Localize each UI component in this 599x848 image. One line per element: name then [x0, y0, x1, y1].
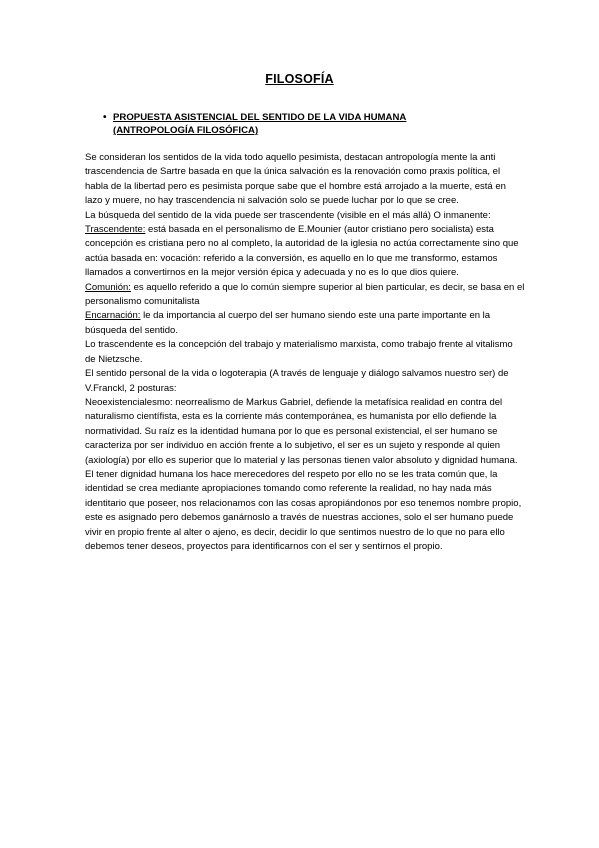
paragraph-logoterapia: El sentido personal de la vida o logoterapia (A través de lenguaje y diálogo salvamos nuestro ser) de V.Franckl, 2 posturas:: [85, 368, 509, 394]
body-text: [85, 151, 525, 554]
term-encarnacion: Encarnación:: [85, 310, 141, 322]
paragraph-trascendente: [85, 223, 525, 281]
trascendente-text: está basada en el personalismo de E.Mounier (autor cristiano pero socialista) esta concepción es cristiana pero no al completo, la autoridad de la iglesia no actúa correctamente sino que actúa basada en: vocación: referido a la conversión, es aquello en lo que me transformo, estamos llamados a convertirnos en la mejor versión épica y adecuada y no es lo que dios quiere.: [85, 224, 519, 279]
paragraph-neoexistencialismo: Neoexistencialesmo: neorrealismo de Markus Gabriel, defiende la metafísica realidad en contra del naturalismo científista, esta es la corriente más contemporánea, es humanista por ello defiende la normatividad. Su raíz es la identidad humana por lo que es personal existencial, el ser humano se caracteriza por ser individuo en acción frente a lo subjetivo, el ser es un sujeto y responde al quien (axiología) por ello es superior que lo material y las personas tienen valor absoluto y dignidad humana. El tener dignidad humana los hace merecedores del respeto por ello no se les trata común que, la identidad se crea mediante apropiaciones tomando como referente la realidad, no hay nada más identitario que poseer, nos relacionamos con las cosas apropiándonos por eso tenemos nombre propio, este es asignado pero debemos ganárnoslo a través de nuestras acciones, solo el ser humano puede vivir en propio frente al alter o ajeno, es decir, decidir lo que sentimos nuestro de lo que no para ello debemos tener deseos, proyectos para identificarnos con el ser y sentirnos el propio.: [85, 396, 522, 552]
comunion-text: es aquello referido a que lo común siempre superior al bien particular, es decir, se basa en el personalismo comunitalista: [85, 281, 525, 308]
paragraph-intro: Se consideran los sentidos de la vida todo aquello pesimista, destacan antropología mente la anti trascendencia de Sartre basada en que la única salvación es la renovación como praxis política, el habla de la libertad pero es pesimista porque sabe que el hombre está arrojado a la muerte, está en lazo y muere, no hay trascendencia ni salvación solo se puede luchar por lo que se cree.: [85, 152, 506, 207]
paragraph-search: La búsqueda del sentido de la vida puede ser trascendente (visible en el más allá) O inmanente:: [85, 209, 491, 221]
paragraph-encarnacion: [85, 309, 525, 338]
encarnacion-text: le da importancia al cuerpo del ser humano siendo este una parte importante en la búsqueda del sentido.: [85, 310, 491, 336]
paragraph-comunion: [85, 281, 525, 310]
term-comunion: Comunión:: [85, 281, 131, 293]
bullet-heading: PROPUESTA ASISTENCIAL DEL SENTIDO DE LA VIDA HUMANA (ANTROPOLOGÍA FILOSÓFICA): [113, 112, 407, 136]
bullet-heading-item: [103, 111, 443, 137]
term-trascendente: Trascendente:: [85, 224, 146, 236]
bullet-icon: •: [103, 112, 107, 123]
page-title: FILOSOFÍA: [265, 72, 334, 86]
paragraph-trabajo: Lo trascendente es la concepción del trabajo y materialismo marxista, como trabajo frente al vitalismo de Nietzsche.: [85, 339, 513, 365]
